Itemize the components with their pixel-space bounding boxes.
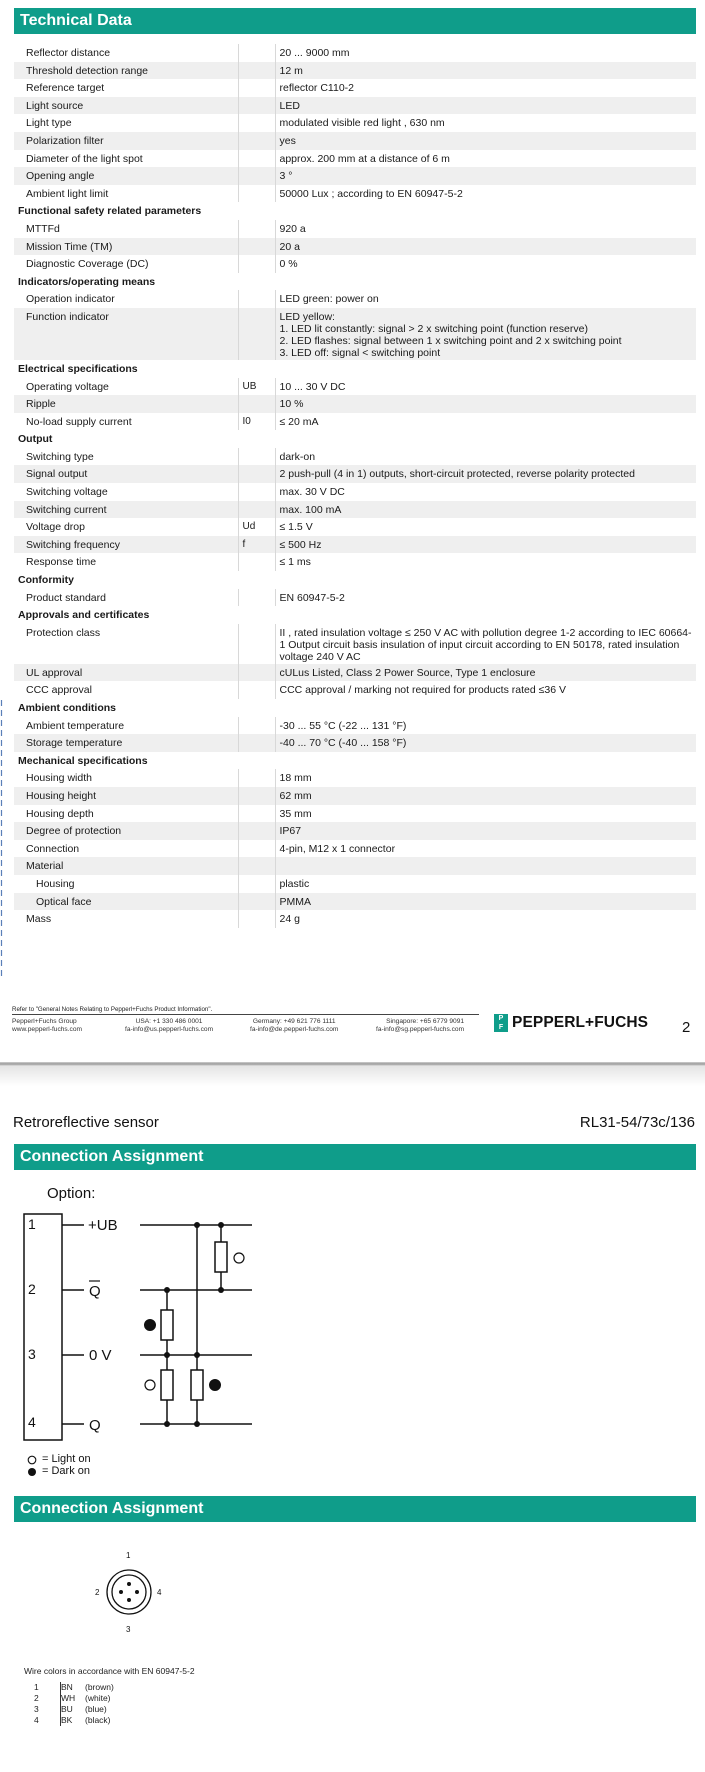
spec-symbol: I0 bbox=[238, 413, 275, 431]
spec-value: 20 a bbox=[275, 238, 696, 256]
spec-name: Light type bbox=[26, 117, 72, 130]
wire-colors-title: Wire colors in accordance with EN 60947-5-2 bbox=[24, 1666, 195, 1676]
wire-code: WH bbox=[61, 1693, 82, 1704]
side-margin-marks bbox=[0, 700, 3, 980]
legend-light-on-icon bbox=[27, 1455, 37, 1465]
spec-name: Connection bbox=[26, 842, 80, 855]
spec-row bbox=[14, 857, 696, 875]
spec-value: dark-on bbox=[275, 448, 696, 466]
spec-row bbox=[14, 840, 696, 858]
spec-symbol bbox=[238, 220, 275, 238]
pin-label-2: Q bbox=[89, 1283, 101, 1300]
spec-symbol bbox=[238, 893, 275, 911]
footer-divider bbox=[12, 1014, 479, 1015]
connector-inner-ring bbox=[112, 1575, 146, 1609]
footer-group bbox=[12, 1018, 82, 1034]
connector-pin-label-4: 4 bbox=[157, 1588, 162, 1597]
spec-value: LED yellow: 1. LED lit constantly: signal > 2 x switching point (function reserve) 2. LED flashes: signal between 1 x switching point and 2 x switching point 3. LED off: signal < switching point bbox=[275, 308, 696, 360]
spec-row bbox=[14, 185, 696, 203]
spec-row bbox=[14, 62, 696, 80]
legend-light-on: = Light on bbox=[42, 1453, 91, 1465]
side-margin-mark-svg bbox=[0, 700, 3, 980]
spec-name: Protection class bbox=[26, 626, 101, 639]
spec-symbol bbox=[238, 465, 275, 483]
spec-section-heading bbox=[14, 699, 696, 717]
wire-number: 1 bbox=[34, 1682, 39, 1692]
spec-value: ≤ 1.5 V bbox=[275, 518, 696, 536]
spec-row bbox=[14, 44, 696, 62]
spec-row bbox=[14, 114, 696, 132]
spec-symbol bbox=[238, 44, 275, 62]
spec-name: Housing height bbox=[14, 787, 238, 805]
spec-value: ≤ 20 mA bbox=[275, 413, 696, 431]
spec-row bbox=[14, 238, 696, 256]
spec-name: Switching voltage bbox=[26, 486, 108, 499]
spec-row bbox=[14, 79, 696, 97]
pin-label-3: 0 V bbox=[89, 1347, 112, 1364]
spec-symbol bbox=[238, 664, 275, 682]
spec-section-heading bbox=[14, 430, 696, 448]
spec-symbol bbox=[238, 97, 275, 115]
spec-symbol bbox=[238, 840, 275, 858]
pin-number-3: 3 bbox=[28, 1346, 36, 1362]
spec-value: 50000 Lux ; according to EN 60947-5-2 bbox=[275, 185, 696, 203]
spec-value: 18 mm bbox=[275, 769, 696, 787]
spec-value: 20 ... 9000 mm bbox=[275, 44, 696, 62]
spec-value: 0 % bbox=[275, 255, 696, 273]
spec-name: CCC approval bbox=[26, 684, 92, 697]
spec-value: -30 ... 55 °C (-22 ... 131 °F) bbox=[275, 717, 696, 735]
connection-assignment-header-2: Connection Assignment bbox=[14, 1496, 696, 1522]
connector-pin-label-2: 2 bbox=[95, 1588, 100, 1597]
spec-symbol bbox=[238, 185, 275, 203]
wire-color: (black) bbox=[85, 1715, 111, 1725]
legend-dark-on: = Dark on bbox=[42, 1465, 90, 1477]
spec-value: 4-pin, M12 x 1 connector bbox=[275, 840, 696, 858]
spec-row bbox=[14, 536, 696, 554]
wire-color: (brown) bbox=[85, 1682, 114, 1692]
spec-value: PMMA bbox=[275, 893, 696, 911]
spec-row bbox=[14, 822, 696, 840]
spec-value: modulated visible red light , 630 nm bbox=[275, 114, 696, 132]
spec-name: Optical face bbox=[14, 893, 238, 911]
wire-row bbox=[34, 1693, 127, 1704]
spec-row bbox=[14, 893, 696, 911]
spec-value: 10 ... 30 V DC bbox=[275, 378, 696, 396]
junction-dot bbox=[164, 1287, 170, 1293]
pin-number-4: 4 bbox=[28, 1414, 36, 1430]
spec-name: Polarization filter bbox=[14, 132, 238, 150]
resistor-dark-on-q bbox=[191, 1370, 203, 1400]
spec-section-title: Approvals and certificates bbox=[18, 609, 150, 622]
connector-pin-label-1: 1 bbox=[126, 1551, 131, 1560]
spec-symbol bbox=[238, 167, 275, 185]
spec-section-title: Output bbox=[18, 433, 53, 446]
spec-value: CCC approval / marking not required for products rated ≤36 V bbox=[275, 681, 696, 699]
wire-code: BU bbox=[61, 1704, 82, 1715]
spec-name: Signal output bbox=[14, 465, 238, 483]
spec-section-heading bbox=[14, 202, 696, 220]
spec-symbol bbox=[238, 624, 275, 664]
spec-name: Switching frequency bbox=[14, 536, 238, 554]
spec-value: max. 30 V DC bbox=[275, 483, 696, 501]
wire-row bbox=[34, 1704, 127, 1715]
spec-symbol bbox=[238, 395, 275, 413]
spec-row bbox=[14, 664, 696, 682]
spec-symbol: f bbox=[238, 536, 275, 554]
terminal-block bbox=[24, 1214, 62, 1440]
spec-row bbox=[14, 448, 696, 466]
spec-value: EN 60947-5-2 bbox=[275, 589, 696, 607]
spec-row bbox=[14, 308, 696, 360]
footer-website-link[interactable]: www.pepperl-fuchs.com bbox=[12, 1026, 82, 1033]
wire-code: BK bbox=[61, 1715, 82, 1726]
spec-value: ≤ 1 ms bbox=[275, 553, 696, 571]
spec-row bbox=[14, 681, 696, 699]
wire-color: (white) bbox=[85, 1693, 111, 1703]
footer-germany bbox=[250, 1018, 338, 1034]
spec-value: ≤ 500 Hz bbox=[275, 536, 696, 554]
spec-section-title: Conformity bbox=[18, 574, 74, 587]
spec-row bbox=[14, 589, 696, 607]
footer-usa bbox=[125, 1018, 213, 1034]
spec-row bbox=[14, 378, 696, 396]
technical-data-header: Technical Data bbox=[14, 8, 696, 34]
dark-on-marker-2 bbox=[210, 1380, 221, 1391]
spec-row bbox=[14, 483, 696, 501]
spec-row bbox=[14, 465, 696, 483]
brand-logo-icon: P F bbox=[494, 1014, 508, 1032]
dark-on-marker-1 bbox=[145, 1320, 156, 1331]
m12-connector-diagram bbox=[90, 1550, 170, 1634]
wire-row bbox=[34, 1715, 127, 1726]
datasheet-page-2 bbox=[0, 1086, 705, 1772]
pin-label-1: +UB bbox=[88, 1217, 118, 1234]
spec-symbol bbox=[238, 132, 275, 150]
spec-symbol bbox=[238, 255, 275, 273]
spec-name: MTTFd bbox=[26, 222, 60, 235]
spec-name: Diameter of the light spot bbox=[26, 152, 143, 165]
junction-dot bbox=[194, 1222, 200, 1228]
footer-usa-phone: USA: +1 330 486 0001 bbox=[135, 1018, 203, 1025]
footer-singapore-phone: Singapore: +65 6779 9091 bbox=[386, 1018, 465, 1025]
spec-value: max. 100 mA bbox=[275, 501, 696, 519]
spec-name: Material bbox=[14, 857, 238, 875]
connector-pin-4 bbox=[135, 1590, 139, 1594]
footer-usa-mail[interactable]: fa-info@us.pepperl-fuchs.com bbox=[125, 1026, 214, 1033]
spec-symbol bbox=[238, 857, 275, 875]
spec-row bbox=[14, 910, 696, 928]
spec-value: 920 a bbox=[275, 220, 696, 238]
spec-value: 62 mm bbox=[275, 787, 696, 805]
spec-symbol: Ud bbox=[238, 518, 275, 536]
spec-value: 10 % bbox=[275, 395, 696, 413]
spec-symbol bbox=[238, 62, 275, 80]
spec-row bbox=[14, 501, 696, 519]
spec-row bbox=[14, 132, 696, 150]
wire-code: BN bbox=[61, 1682, 82, 1693]
junction-dot bbox=[164, 1421, 170, 1427]
spec-section-title: Indicators/operating means bbox=[18, 275, 156, 288]
resistor-dark-on-q-bar bbox=[161, 1310, 173, 1340]
brand-logo bbox=[494, 1014, 648, 1032]
spec-symbol bbox=[238, 787, 275, 805]
wire-number: 4 bbox=[34, 1715, 39, 1725]
spec-symbol: UB bbox=[238, 378, 275, 396]
product-type: Retroreflective sensor bbox=[13, 1114, 159, 1131]
legend-dark-on-icon bbox=[27, 1467, 37, 1477]
spec-row bbox=[14, 518, 696, 536]
spec-name: Threshold detection range bbox=[14, 62, 238, 80]
connector-pin-2 bbox=[119, 1590, 123, 1594]
spec-row bbox=[14, 717, 696, 735]
spec-symbol bbox=[238, 448, 275, 466]
spec-name: Housing bbox=[36, 877, 75, 890]
footer-singapore-mail[interactable]: fa-info@sg.pepperl-fuchs.com bbox=[376, 1026, 465, 1033]
light-on-marker-1 bbox=[234, 1253, 244, 1263]
spec-name: Response time bbox=[26, 556, 97, 569]
spec-name: Ambient light limit bbox=[26, 187, 109, 200]
junction-dot bbox=[218, 1287, 224, 1293]
spec-name: Housing width bbox=[26, 772, 92, 785]
spec-row bbox=[14, 769, 696, 787]
spec-section-title: Functional safety related parameters bbox=[18, 205, 202, 218]
spec-section-title: Ambient conditions bbox=[18, 702, 116, 714]
connector-pin-3 bbox=[127, 1598, 131, 1602]
spec-section-heading bbox=[14, 752, 696, 770]
spec-name: Degree of protection bbox=[14, 822, 238, 840]
spec-name: Product standard bbox=[26, 591, 106, 604]
spec-symbol bbox=[238, 114, 275, 132]
spec-name: Opening angle bbox=[14, 167, 238, 185]
page-number: 2 bbox=[682, 1019, 691, 1036]
spec-symbol bbox=[238, 805, 275, 823]
spec-row bbox=[14, 395, 696, 413]
spec-name: Reflector distance bbox=[26, 47, 111, 59]
spec-symbol bbox=[238, 875, 275, 893]
spec-name: Voltage drop bbox=[26, 521, 85, 534]
spec-name: Diagnostic Coverage (DC) bbox=[26, 258, 149, 271]
spec-value: IP67 bbox=[275, 822, 696, 840]
wiring-diagram bbox=[0, 1170, 300, 1550]
light-on-marker-2 bbox=[145, 1380, 155, 1390]
spec-symbol bbox=[238, 79, 275, 97]
connector-pin-label-3: 3 bbox=[126, 1625, 131, 1634]
option-label: Option: bbox=[47, 1185, 96, 1202]
pin-number-1: 1 bbox=[28, 1216, 36, 1232]
spec-value: II , rated insulation voltage ≤ 250 V AC with pollution degree 1-2 according to IEC 60664-1 Output circuit basis insulation of input circuit according to EN 50178, rated insulation voltage 240 V AC bbox=[275, 624, 696, 664]
spec-section-heading bbox=[14, 360, 696, 378]
wire-colors-table bbox=[34, 1682, 127, 1726]
spec-value: 12 m bbox=[275, 62, 696, 80]
footer-germany-phone: Germany: +49 621 776 1111 bbox=[252, 1018, 336, 1025]
spec-row bbox=[14, 290, 696, 308]
spec-symbol bbox=[238, 238, 275, 256]
junction-dot bbox=[194, 1352, 200, 1358]
wire-number: 3 bbox=[34, 1704, 39, 1714]
spec-value: reflector C110-2 bbox=[275, 79, 696, 97]
junction-dot bbox=[164, 1352, 170, 1358]
connector-pin-1 bbox=[127, 1582, 131, 1586]
spec-value: 2 push-pull (4 in 1) outputs, short-circuit protected, reverse polarity protected bbox=[275, 465, 696, 483]
product-model: RL31-54/73c/136 bbox=[579, 1114, 695, 1131]
spec-section-heading bbox=[14, 273, 696, 291]
spec-symbol bbox=[238, 150, 275, 168]
spec-section-heading bbox=[14, 571, 696, 589]
wire-number: 2 bbox=[34, 1693, 39, 1703]
footer-singapore bbox=[376, 1018, 464, 1034]
spec-row bbox=[14, 220, 696, 238]
wire-row bbox=[34, 1682, 127, 1693]
spec-row bbox=[14, 805, 696, 823]
brand-logo-text: PEPPERL+FUCHS bbox=[512, 1014, 649, 1031]
spec-value: 24 g bbox=[275, 910, 696, 928]
spec-symbol bbox=[238, 681, 275, 699]
spec-name: Ripple bbox=[14, 395, 238, 413]
spec-name: UL approval bbox=[14, 664, 238, 682]
spec-value: cULus Listed, Class 2 Power Source, Type 1 enclosure bbox=[275, 664, 696, 682]
spec-value: yes bbox=[275, 132, 696, 150]
footer-germany-mail[interactable]: fa-info@de.pepperl-fuchs.com bbox=[250, 1026, 339, 1033]
spec-row bbox=[14, 413, 696, 431]
spec-value bbox=[275, 857, 696, 875]
spec-value: LED bbox=[275, 97, 696, 115]
spec-name: Switching current bbox=[14, 501, 238, 519]
spec-name: Ambient temperature bbox=[26, 719, 125, 732]
spec-value: approx. 200 mm at a distance of 6 m bbox=[275, 150, 696, 168]
junction-dot bbox=[194, 1421, 200, 1427]
spec-symbol bbox=[238, 501, 275, 519]
spec-symbol bbox=[238, 589, 275, 607]
spec-name: Operating voltage bbox=[26, 380, 109, 393]
spec-name: Storage temperature bbox=[14, 734, 238, 752]
spec-symbol bbox=[238, 553, 275, 571]
pin-label-4: Q bbox=[89, 1417, 101, 1434]
spec-row bbox=[14, 255, 696, 273]
connection-assignment-header-1: Connection Assignment bbox=[14, 1144, 696, 1170]
spec-value: LED green: power on bbox=[275, 290, 696, 308]
spec-name: No-load supply current bbox=[26, 415, 132, 428]
spec-name: Mass bbox=[26, 913, 52, 926]
spec-symbol bbox=[238, 822, 275, 840]
spec-row bbox=[14, 167, 696, 185]
spec-symbol bbox=[238, 290, 275, 308]
spec-symbol bbox=[238, 308, 275, 360]
technical-data-table bbox=[14, 44, 696, 928]
spec-row bbox=[14, 624, 696, 664]
spec-symbol bbox=[238, 910, 275, 928]
spec-section-heading bbox=[14, 606, 696, 624]
page-separator bbox=[0, 1062, 705, 1086]
pin-number-2: 2 bbox=[28, 1281, 36, 1297]
spec-symbol bbox=[238, 483, 275, 501]
spec-row bbox=[14, 97, 696, 115]
spec-section-title: Mechanical specifications bbox=[18, 754, 148, 767]
junction-dot bbox=[218, 1222, 224, 1228]
spec-value: 35 mm bbox=[275, 805, 696, 823]
spec-name: Mission Time (TM) bbox=[14, 238, 238, 256]
spec-name: Switching type bbox=[26, 450, 94, 463]
wire-color: (blue) bbox=[85, 1704, 107, 1714]
spec-row bbox=[14, 553, 696, 571]
spec-value: plastic bbox=[275, 875, 696, 893]
spec-row bbox=[14, 787, 696, 805]
footer-note: Refer to "General Notes Relating to Pepperl+Fuchs Product Information". bbox=[12, 1006, 213, 1013]
spec-name: Operation indicator bbox=[26, 293, 115, 306]
spec-symbol bbox=[238, 769, 275, 787]
spec-row bbox=[14, 734, 696, 752]
resistor-light-on-q bbox=[161, 1370, 173, 1400]
spec-name: Housing depth bbox=[26, 807, 94, 820]
spec-row bbox=[14, 150, 696, 168]
spec-name: Light source bbox=[14, 97, 238, 115]
spec-value: -40 ... 70 °C (-40 ... 158 °F) bbox=[275, 734, 696, 752]
spec-section-title: Electrical specifications bbox=[18, 362, 138, 375]
spec-name: Function indicator bbox=[14, 308, 238, 360]
spec-symbol bbox=[238, 717, 275, 735]
spec-name: Reference target bbox=[26, 82, 105, 95]
spec-symbol bbox=[238, 734, 275, 752]
resistor-light-on-q-bar bbox=[215, 1242, 227, 1272]
spec-value: 3 ° bbox=[275, 167, 696, 185]
spec-row bbox=[14, 875, 696, 893]
footer-group-name: Pepperl+Fuchs Group bbox=[12, 1018, 77, 1025]
